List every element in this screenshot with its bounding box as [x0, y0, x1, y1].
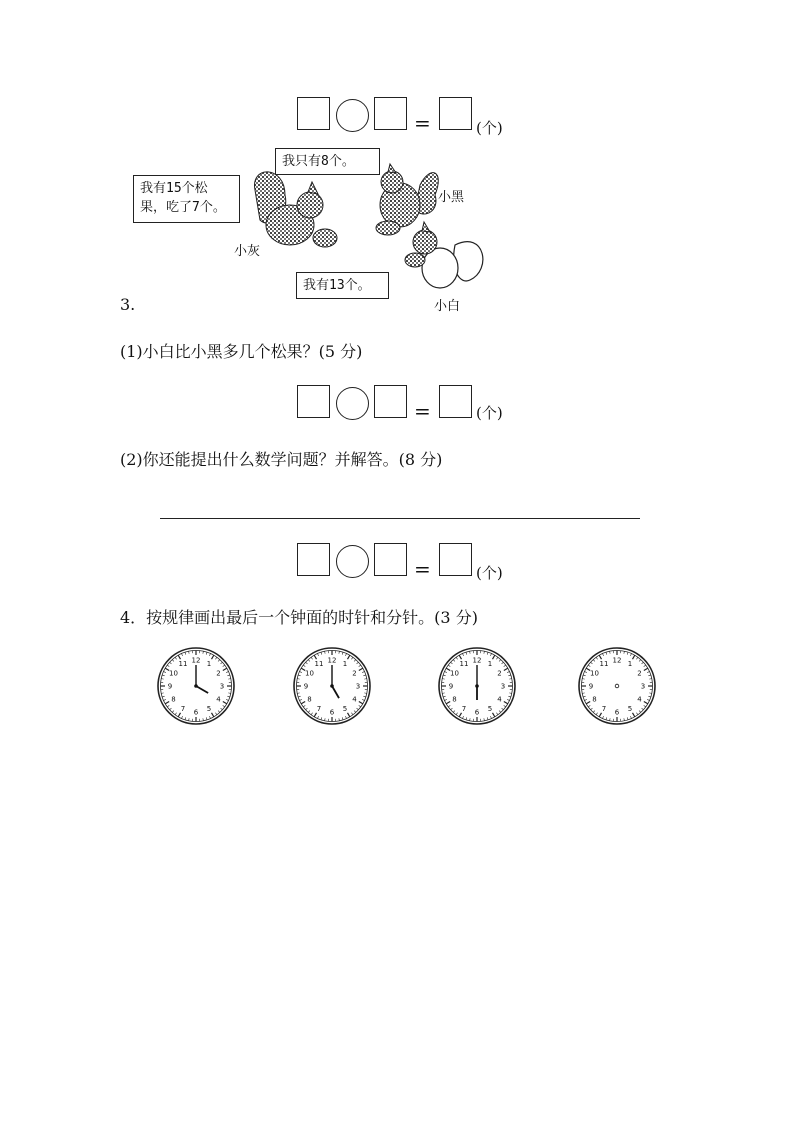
- clock-number: 1: [627, 659, 633, 668]
- clock-number: 2: [352, 669, 357, 678]
- center-pin: [475, 684, 479, 688]
- center-pin: [194, 684, 198, 688]
- squirrel-images: [230, 160, 500, 300]
- clock-1: [156, 646, 236, 726]
- clock-4-blank[interactable]: [577, 646, 657, 726]
- clock-number: 12: [327, 656, 337, 665]
- clock-number: 3: [500, 682, 506, 691]
- clock-number: 3: [355, 682, 361, 691]
- clock-number: 12: [191, 656, 201, 665]
- clock-number: 11: [178, 659, 188, 668]
- clock-number: 3: [640, 682, 646, 691]
- clock-number: 1: [206, 659, 212, 668]
- clock-number: 11: [599, 659, 609, 668]
- speech-bubble-xiaohui: [133, 175, 240, 223]
- clock-number: 6: [329, 708, 335, 717]
- question-3-part-2: (2)你还能提出什么数学问题？并解答。(8 分): [120, 450, 443, 469]
- question-3-number: 3.: [120, 295, 136, 314]
- clock-number: 2: [497, 669, 502, 678]
- clock-number: 4: [497, 695, 502, 704]
- clock-number: 10: [590, 669, 599, 678]
- squirrel-xiaohui-image: [255, 172, 337, 247]
- clock-number: 5: [342, 705, 348, 714]
- answer-box[interactable]: [297, 385, 330, 418]
- clock-number: 10: [450, 669, 459, 678]
- clock-number: 7: [601, 705, 607, 714]
- unit-label: (个): [476, 564, 503, 582]
- center-pin: [615, 684, 619, 688]
- clock-number: 1: [487, 659, 493, 668]
- clock-number: 9: [303, 682, 309, 691]
- bubble-text: 我只有8个。: [282, 154, 355, 169]
- clock-number: 8: [592, 695, 597, 704]
- name-xiaohei: 小黑: [438, 190, 465, 205]
- equals-sign: =: [414, 557, 431, 581]
- clock-number: 5: [206, 705, 212, 714]
- clock-number: 3: [219, 682, 225, 691]
- answer-line[interactable]: [160, 518, 640, 519]
- clock-number: 5: [627, 705, 633, 714]
- equals-sign: =: [414, 399, 431, 423]
- clock-number: 7: [316, 705, 322, 714]
- name-xiaobai: 小白: [434, 299, 461, 314]
- clock-number: 4: [352, 695, 357, 704]
- clock-number: 8: [452, 695, 457, 704]
- operator-circle[interactable]: [336, 387, 369, 420]
- clock-number: 11: [314, 659, 324, 668]
- clock-number: 2: [216, 669, 221, 678]
- answer-box[interactable]: [374, 385, 407, 418]
- unit-label: (个): [476, 404, 503, 422]
- clock-2: [292, 646, 372, 726]
- clock-number: 11: [459, 659, 469, 668]
- bubble-text: 我有13个。: [303, 278, 371, 293]
- clock-number: 1: [342, 659, 348, 668]
- clock-number: 4: [637, 695, 642, 704]
- clock-number: 12: [472, 656, 482, 665]
- answer-box[interactable]: [297, 543, 330, 576]
- clock-number: 6: [193, 708, 199, 717]
- answer-box[interactable]: [439, 385, 472, 418]
- unit-label: (个): [476, 119, 503, 137]
- answer-box[interactable]: [374, 97, 407, 130]
- clock-number: 8: [307, 695, 312, 704]
- clock-number: 6: [614, 708, 620, 717]
- clock-number: 4: [216, 695, 221, 704]
- clock-number: 9: [588, 682, 594, 691]
- clock-number: 2: [637, 669, 642, 678]
- clock-number: 9: [167, 682, 173, 691]
- answer-box[interactable]: [439, 543, 472, 576]
- clock-number: 6: [474, 708, 480, 717]
- clock-number: 8: [171, 695, 176, 704]
- question-4-text: 4．按规律画出最后一个钟面的时针和分针。(3 分): [120, 608, 478, 627]
- operator-circle[interactable]: [336, 545, 369, 578]
- clock-number: 9: [448, 682, 454, 691]
- answer-box[interactable]: [297, 97, 330, 130]
- clock-number: 12: [612, 656, 622, 665]
- answer-box[interactable]: [439, 97, 472, 130]
- clock-3: [437, 646, 517, 726]
- clock-number: 5: [487, 705, 493, 714]
- equals-sign: =: [414, 111, 431, 135]
- center-pin: [330, 684, 334, 688]
- operator-circle[interactable]: [336, 99, 369, 132]
- name-xiaohui: 小灰: [234, 244, 261, 259]
- clock-number: 7: [461, 705, 467, 714]
- clock-number: 10: [305, 669, 314, 678]
- question-3-part-1: (1)小白比小黑多几个松果？(5 分): [120, 342, 363, 361]
- clock-number: 7: [180, 705, 186, 714]
- clock-number: 10: [169, 669, 178, 678]
- answer-box[interactable]: [374, 543, 407, 576]
- squirrel-xiaobai-image: [405, 222, 483, 288]
- squirrel-xiaohei-image: [376, 164, 438, 235]
- bubble-text: 我有15个松果，吃了7个。: [140, 181, 226, 215]
